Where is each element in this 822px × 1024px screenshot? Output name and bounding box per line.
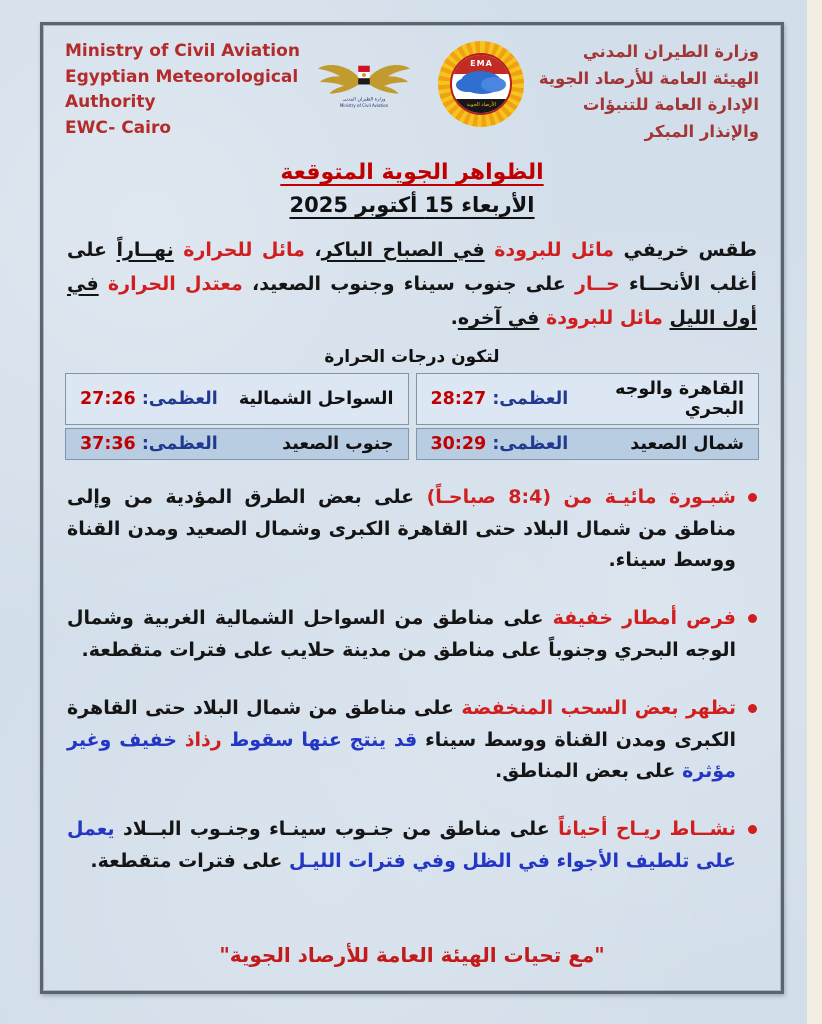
intro-segment: حــار (565, 273, 620, 296)
header-arabic (524, 39, 759, 146)
flag-red-band (359, 66, 371, 72)
aviation-logo-caption-ar: وزارة الطيران المدنى (342, 97, 386, 103)
footer-greeting: "مع تحيات الهيئة العامة للأرصاد الجوية" (219, 942, 605, 967)
region-label: شمال الصعيد (630, 434, 744, 455)
bullet-item (67, 482, 757, 576)
bullet-text: شبـورة مائيـة من (8:4 صباحـاً) على بعض الطرق المؤدية من وإلى مناطق من شمال البلاد حتى القاهرة الكبرى وشمال الصعيد ومدن القناة ووسط سيناء. (67, 486, 736, 572)
max-label: العظمى: (141, 434, 218, 455)
bullet-dot-icon (748, 704, 757, 713)
intro-segment: مائل للبرودة (484, 238, 614, 261)
header-english (65, 39, 314, 141)
header (65, 39, 759, 146)
header-english-line: Egyptian Meteorological Authority (65, 66, 299, 112)
title-block (65, 160, 759, 217)
bullet-text: فرص أمطار خفيفة على مناطق من السواحل الشمالية الغربية وشمال الوجه البحري وجنوباً على مناطق من مدينة حلايب على فترات متقطعة. (67, 607, 736, 661)
max-temp-value (80, 389, 218, 409)
bullet-text: تظهر بعض السحب المنخفضة على مناطق من شمال البلاد حتى القاهرة الكبرى ومدن القناة ووسط سيناء قد ينتج عنها سقوط رذاذ خفيف وغير مؤثرة على بعض المناطق. (67, 697, 736, 782)
temps-heading: لتكون درجات الحرارة (324, 347, 500, 368)
region-label: جنوب الصعيد (282, 434, 394, 455)
temp-cell (416, 373, 760, 425)
intro-segment: نهــاراً (116, 238, 174, 261)
page-title: الظواهر الجوية المتوقعة (280, 159, 544, 185)
ema-emblem (450, 53, 512, 115)
date-line: الأربعاء 15 أكتوبر 2025 (289, 192, 535, 217)
temp-number: 37:36 (80, 434, 136, 455)
ema-bottom-text: الأرصاد الجوية (452, 99, 510, 113)
max-temp-value (80, 434, 218, 454)
flag-black-band (359, 78, 371, 84)
bullet-list (65, 482, 759, 876)
region-label: السواحل الشمالية (238, 389, 394, 410)
table-row (65, 428, 759, 460)
intro-paragraph (67, 233, 757, 336)
bullet-item (67, 603, 757, 666)
table-row (65, 373, 759, 425)
max-label: العظمى: (492, 434, 569, 455)
header-arabic-line: الإدارة العامة للتنبؤات والإنذار المبكر (582, 95, 759, 142)
temperature-table (65, 373, 759, 460)
flag-eagle-icon (363, 73, 367, 77)
max-temp-value (431, 389, 569, 409)
document-frame (40, 22, 784, 994)
ema-sun-logo (438, 41, 524, 127)
intro-segment: على أغلب الأنحــاء (67, 238, 757, 296)
temp-number: 30:29 (430, 434, 487, 455)
header-english-line: EWC- Cairo (65, 117, 172, 138)
header-english-line: Ministry of Civil Aviation (65, 41, 300, 61)
header-arabic-line: وزارة الطيران المدني (582, 42, 759, 61)
header-arabic-line: الهيئة العامة للأرصاد الجوية (538, 68, 759, 88)
scan-edge-strip (807, 0, 822, 1024)
temp-cell (65, 428, 409, 460)
header-logos (314, 41, 524, 127)
ema-cloud-icon (461, 71, 503, 94)
intro-segment: . (450, 307, 458, 330)
max-temp-value (431, 434, 569, 454)
intro-segment: مائل للحرارة (173, 238, 305, 261)
intro-segment: معتدل الحرارة (98, 273, 243, 296)
max-label: العظمى: (141, 389, 218, 410)
bullet-item (67, 814, 757, 877)
intro-segment: ، (304, 238, 322, 261)
intro-segment: في آخره (457, 307, 540, 330)
bullet-dot-icon (748, 614, 757, 623)
temp-number: 27:26 (80, 389, 136, 410)
bullet-dot-icon (748, 825, 757, 834)
bullet-text: نشــاط ريـاح أحياناً على مناطق من جنـوب سينـاء وجنـوب البــلاد يعمل على تلطيف الأجواء في الظل وفي فترات الليـل على فترات متقطعة. (67, 818, 736, 872)
temp-number: 28:27 (430, 389, 487, 410)
max-label: العظمى: (492, 389, 569, 410)
bullet-item (67, 693, 757, 787)
intro-segment: طقس خريفي (613, 238, 757, 261)
region-label: القاهرة والوجه البحري (615, 379, 744, 420)
civil-aviation-wings-logo (314, 52, 414, 116)
bullet-dot-icon (748, 493, 757, 502)
ema-label: EMA (452, 55, 510, 74)
intro-segment: مائل للبرودة (539, 307, 670, 330)
temp-cell (416, 428, 760, 460)
intro-segment: في الصباح الباكر (321, 238, 485, 261)
temp-cell (65, 373, 409, 425)
intro-segment: في أول الليل (67, 273, 757, 330)
intro-segment: على جنوب سيناء وجنوب الصعيد، (242, 273, 566, 296)
aviation-logo-caption-en: Ministry of Civil Aviation (340, 103, 389, 109)
